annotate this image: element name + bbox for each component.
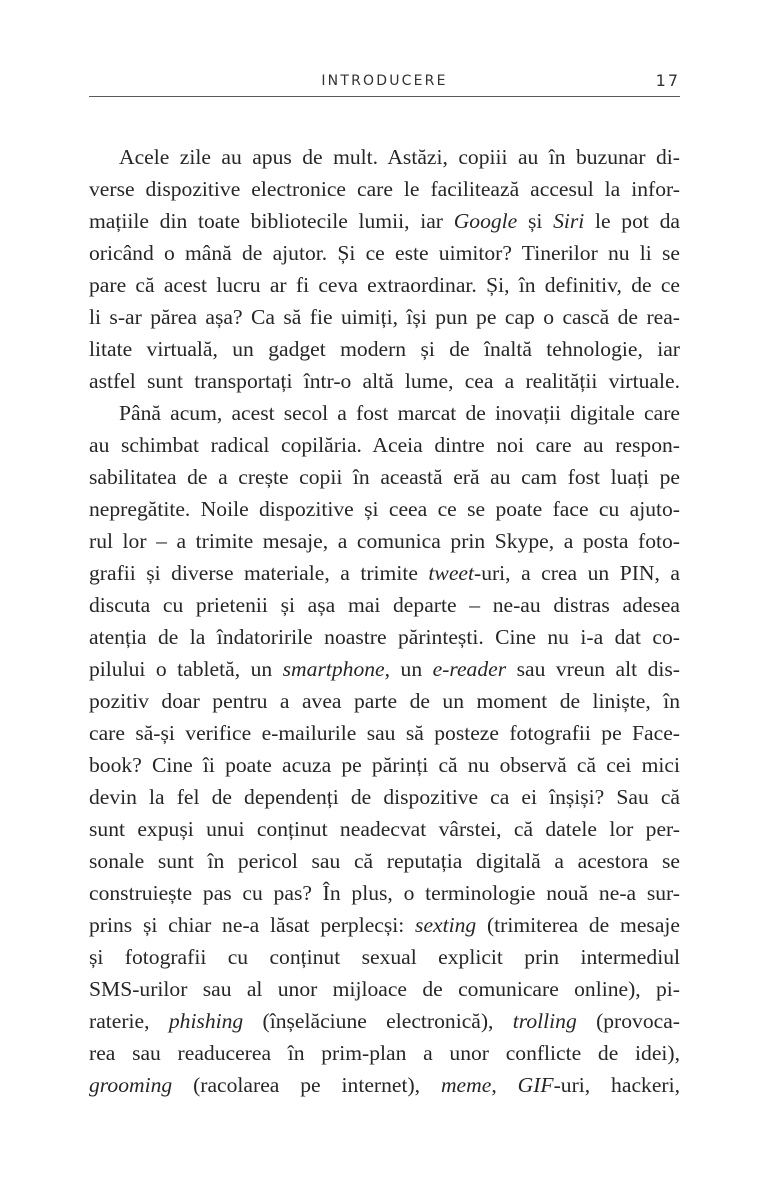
body-text bbox=[89, 141, 680, 1101]
text-run: sunt expuși unui conținut neadecvat vârstei, că datele lor per- bbox=[89, 817, 680, 841]
text-line bbox=[89, 365, 680, 397]
text-line bbox=[89, 429, 680, 461]
italic-term: trolling bbox=[512, 1009, 577, 1033]
text-line bbox=[89, 397, 680, 429]
text-run: au schimbat radical copilăria. Aceia dintre noi care au respon- bbox=[89, 433, 680, 457]
text-run: -uri, hackeri, bbox=[553, 1073, 680, 1097]
text-run: pozitiv doar pentru a avea parte de un moment de liniște, în bbox=[89, 689, 680, 713]
text-line bbox=[89, 1069, 680, 1101]
text-run: le pot da bbox=[584, 209, 680, 233]
italic-term: phishing bbox=[168, 1009, 244, 1033]
text-line bbox=[89, 557, 680, 589]
text-run: pilului o tabletă, un bbox=[89, 657, 283, 681]
text-line bbox=[89, 749, 680, 781]
text-run: (provoca- bbox=[576, 1009, 680, 1033]
text-run: book? Cine îi poate acuza pe părinți că nu observă că cei mici bbox=[89, 753, 680, 777]
text-line bbox=[89, 685, 680, 717]
text-run: , un bbox=[384, 657, 433, 681]
text-run: și bbox=[517, 209, 554, 233]
text-line bbox=[89, 877, 680, 909]
text-run: litate virtuală, un gadget modern și de înaltă tehnologie, iar bbox=[89, 337, 680, 361]
text-line bbox=[89, 589, 680, 621]
italic-term: sexting bbox=[415, 913, 477, 937]
italic-term: grooming bbox=[89, 1073, 173, 1097]
italic-term: Siri bbox=[553, 209, 585, 233]
text-run: sabilitatea de a crește copii în această eră au cam fost luați pe bbox=[89, 465, 680, 489]
page-number: 17 bbox=[655, 71, 680, 90]
text-line bbox=[89, 621, 680, 653]
text-line bbox=[89, 717, 680, 749]
text-run: atenția de la îndatoririle noastre părintești. Cine nu i-a dat co- bbox=[89, 625, 680, 649]
text-line bbox=[89, 269, 680, 301]
text-run: (trimiterea de mesaje bbox=[476, 913, 680, 937]
text-line bbox=[89, 525, 680, 557]
text-run: rea sau readucerea în prim-plan a unor conflicte de idei), bbox=[89, 1041, 680, 1065]
text-run: mațiile din toate bibliotecile lumii, iar bbox=[89, 209, 454, 233]
text-run: Până acum, acest secol a fost marcat de inovații digitale care bbox=[119, 401, 680, 425]
italic-term: GIF bbox=[517, 1073, 554, 1097]
text-run: li s-ar părea așa? Ca să fie uimiți, își pun pe cap o cască de rea- bbox=[89, 305, 680, 329]
paragraph bbox=[89, 397, 680, 1101]
text-run: raterie, bbox=[89, 1009, 169, 1033]
text-run: (racolarea pe internet), bbox=[172, 1073, 441, 1097]
text-run: rul lor – a trimite mesaje, a comunica prin Skype, a posta foto- bbox=[89, 529, 680, 553]
text-line bbox=[89, 461, 680, 493]
text-run: pare că acest lucru ar fi ceva extraordinar. Și, în definitiv, de ce bbox=[89, 273, 680, 297]
italic-term: e-reader bbox=[432, 657, 507, 681]
italic-term: Google bbox=[453, 209, 518, 233]
text-run: SMS-urilor sau al unor mijloace de comunicare online), pi- bbox=[89, 977, 680, 1001]
text-line bbox=[89, 813, 680, 845]
text-line bbox=[89, 941, 680, 973]
text-line bbox=[89, 141, 680, 173]
text-run: Acele zile au apus de mult. Astăzi, copiii au în buzunar di- bbox=[119, 145, 680, 169]
text-run: sau vreun alt dis- bbox=[506, 657, 680, 681]
text-run: sonale sunt în pericol sau că reputația digitală a acestora se bbox=[89, 849, 680, 873]
text-run: construiește pas cu pas? În plus, o terminologie nouă ne-a sur- bbox=[89, 881, 680, 905]
text-run: grafii și diverse materiale, a trimite bbox=[89, 561, 429, 585]
running-header bbox=[89, 70, 680, 97]
text-line bbox=[89, 1037, 680, 1069]
paragraph bbox=[89, 141, 680, 397]
text-line bbox=[89, 237, 680, 269]
text-line bbox=[89, 333, 680, 365]
text-line bbox=[89, 909, 680, 941]
text-line bbox=[89, 845, 680, 877]
running-title: INTRODUCERE bbox=[321, 73, 448, 89]
text-run: , bbox=[491, 1073, 518, 1097]
text-line bbox=[89, 973, 680, 1005]
text-run: nepregătite. Noile dispozitive și ceea ce se poate face cu ajuto- bbox=[89, 497, 680, 521]
text-line bbox=[89, 781, 680, 813]
text-line bbox=[89, 205, 680, 237]
italic-term: tweet bbox=[428, 561, 474, 585]
text-run: (înșelăciune electronică), bbox=[243, 1009, 513, 1033]
text-run: care să-și verifice e-mailurile sau să posteze fotografii pe Face- bbox=[89, 721, 680, 745]
text-run: discuta cu prietenii și așa mai departe – ne-au distras adesea bbox=[89, 593, 680, 617]
text-run: și fotografii cu conținut sexual explicit prin intermediul bbox=[89, 945, 680, 969]
text-run: prins și chiar ne-a lăsat perplecși: bbox=[89, 913, 416, 937]
text-line bbox=[89, 653, 680, 685]
italic-term: smartphone bbox=[282, 657, 385, 681]
text-run: verse dispozitive electronice care le facilitează accesul la infor- bbox=[89, 177, 680, 201]
text-line bbox=[89, 173, 680, 205]
text-run: -uri, a crea un PIN, a bbox=[474, 561, 680, 585]
text-run: astfel sunt transportați într-o altă lume, cea a realității virtuale. bbox=[89, 369, 680, 393]
text-run: devin la fel de dependenți de dispozitive ca ei înșiși? Sau că bbox=[89, 785, 680, 809]
text-run: oricând o mână de ajutor. Și ce este uimitor? Tinerilor nu li se bbox=[89, 241, 680, 265]
italic-term: meme bbox=[440, 1073, 492, 1097]
text-line bbox=[89, 493, 680, 525]
text-line bbox=[89, 1005, 680, 1037]
text-line bbox=[89, 301, 680, 333]
